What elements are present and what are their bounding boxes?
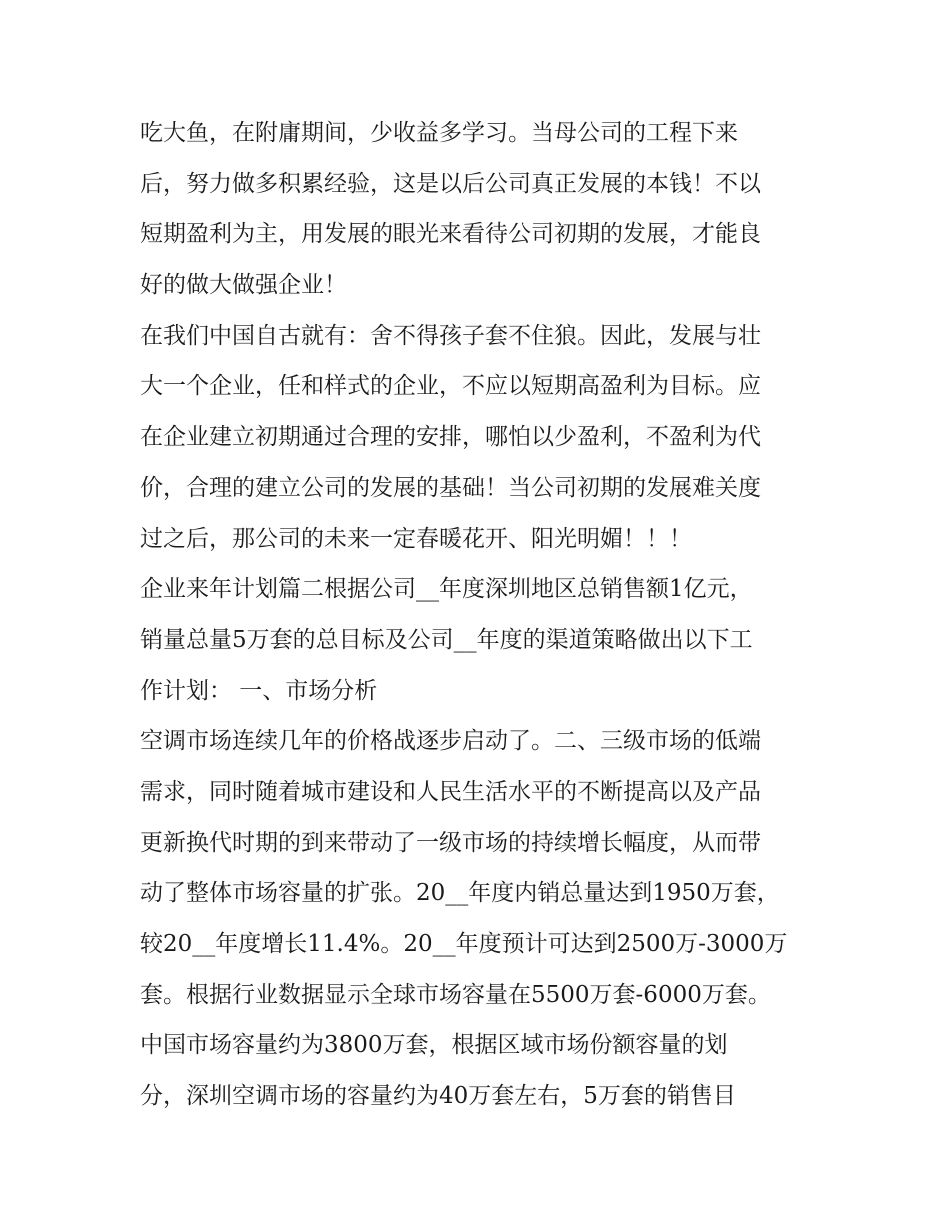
text-line: 分，深圳空调市场的容量约为40万套左右，5万套的销售目 [140,1083,736,1110]
text-line: 过之后，那公司的未来一定春暖花开、阳光明媚！！！ [140,525,692,552]
text-line: 短期盈利为主，用发展的眼光来看待公司初期的发展，才能良 [140,221,761,248]
text-line: 需求，同时随着城市建设和人民生活水平的不断提高以及产品 [140,778,761,805]
text-line: 在我们中国自古就有：舍不得孩子套不住狼。因此，发展与壮 [140,322,761,349]
text-line: 好的做大做强企业！ [140,272,347,299]
text-line: 企业来年计划篇二根据公司__年度深圳地区总销售额1亿元， [140,576,753,603]
text-line: 在企业建立初期通过合理的安排，哪怕以少盈利，不盈利为代 [140,424,761,451]
text-line: 价，合理的建立公司的发展的基础！当公司初期的发展难关度 [140,474,761,501]
text-line: 中国市场容量约为3800万套，根据区域市场份额容量的划 [140,1032,728,1059]
text-line: 大一个企业，任和样式的企业，不应以短期高盈利为目标。应 [140,373,761,400]
body-text [140,108,820,1122]
text-line: 空调市场连续几年的价格战逐步启动了。二、三级市场的低端 [140,728,761,755]
text-line: 后，努力做多积累经验，这是以后公司真正发展的本钱！不以 [140,170,761,197]
text-line: 吃大鱼，在附庸期间，少收益多学习。当母公司的工程下来 [140,120,738,146]
text-line: 作计划： 一、市场分析 [140,677,378,704]
text-line: 套。根据行业数据显示全球市场容量在5500万套-6000万套。 [140,981,771,1008]
text-line: 销量总量5万套的总目标及公司__年度的渠道策略做出以下工 [140,626,753,653]
text-line: 动了整体市场容量的扩张。20__年度内销总量达到1950万套， [140,880,780,907]
text-line: 较20__年度增长11.4%。20__年度预计可达到2500万-3000万 [140,931,788,957]
text-line: 更新换代时期的到来带动了一级市场的持续增长幅度，从而带 [140,829,761,856]
